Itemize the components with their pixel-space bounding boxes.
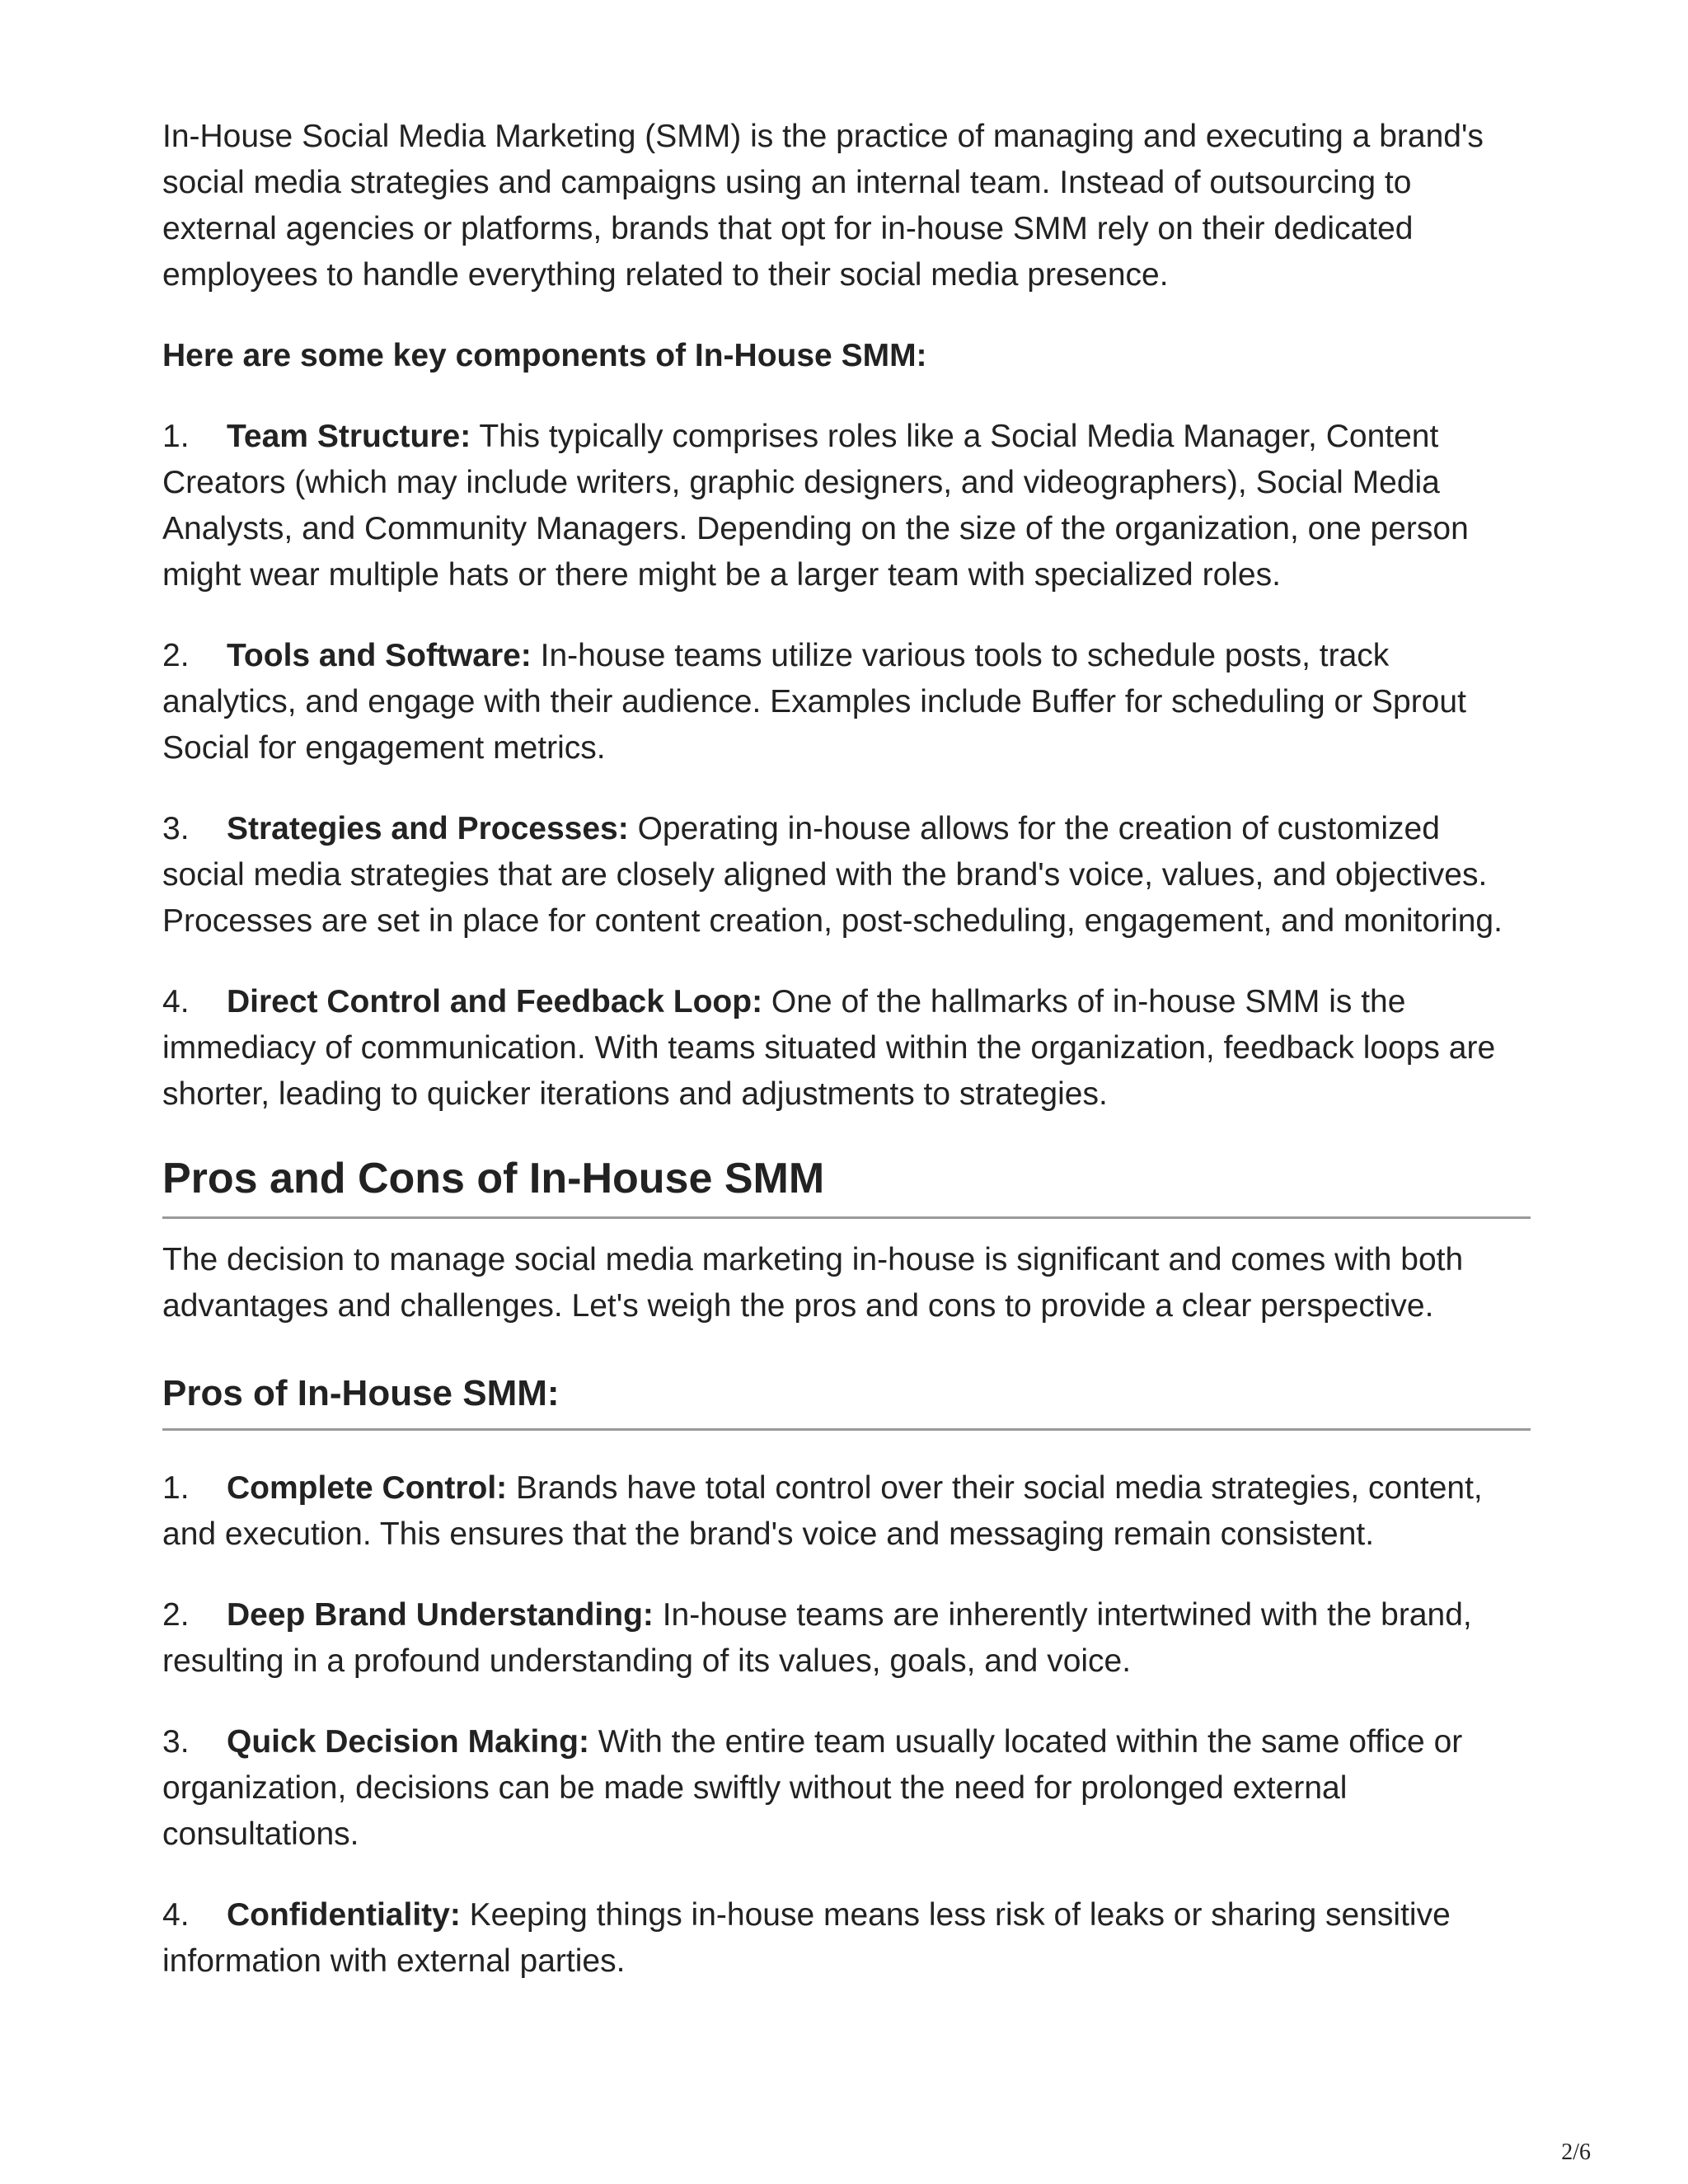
item-number: 2. [162, 1597, 190, 1633]
page-number: 2/6 [1561, 2139, 1591, 2165]
item-text: With the entire team usually located within the same office or organization, decisions can be made swiftly without the need for prolonged external consultations. [162, 1724, 1463, 1852]
item-number: 3. [162, 1724, 190, 1760]
item-title: Strategies and Processes: [227, 811, 629, 846]
item-number: 1. [162, 419, 190, 454]
component-item [162, 414, 1531, 598]
pros-cons-intro: The decision to manage social media marketing in-house is significant and comes with both advantages and challenges. Let's weigh the pros and cons to provide a clear perspective. [162, 1242, 1464, 1324]
item-number: 1. [162, 1470, 190, 1506]
intro-paragraph: In-House Social Media Marketing (SMM) is the practice of managing and executing a brand's social media strategies and campaigns using an internal team. Instead of outsourcing to external agencies or platforms, brands that opt for in-house SMM rely on their dedicated employees to handle everything related to their social media presence. [162, 119, 1484, 293]
pro-item [162, 1592, 1531, 1685]
item-title: Deep Brand Understanding: [227, 1597, 654, 1633]
item-text: Operating in-house allows for the creation of customized social media strategies that are closely aligned with the brand's voice, values, and objectives. Processes are set in place for content creation, post-scheduling, engagement, and monitoring. [162, 811, 1503, 939]
pro-item [162, 1719, 1531, 1858]
document-body [162, 114, 1531, 2019]
item-number: 3. [162, 811, 190, 846]
item-number: 4. [162, 984, 190, 1019]
component-item [162, 633, 1531, 771]
item-text: This typically comprises roles like a Social Media Manager, Content Creators (which may include writers, graphic designers, and videographers), Social Media Analysts, and Community Managers. Depending on the size of the organization, one person might wear multiple hats or there might be a larger team with specialized roles. [162, 419, 1469, 593]
item-title: Complete Control: [227, 1470, 508, 1506]
pros-cons-heading: Pros and Cons of In-House SMM [162, 1152, 1531, 1219]
item-text: In-house teams utilize various tools to schedule posts, track analytics, and engage with their audience. Examples include Buffer for scheduling or Sprout Social for engagement metrics. [162, 638, 1466, 766]
item-title: Quick Decision Making: [227, 1724, 589, 1760]
item-title: Confidentiality: [227, 1897, 461, 1933]
item-text: Keeping things in-house means less risk of leaks or sharing sensitive information with external parties. [162, 1897, 1451, 1979]
pro-item [162, 1892, 1531, 1985]
item-number: 4. [162, 1897, 190, 1933]
pros-heading: Pros of In-House SMM: [162, 1371, 1531, 1431]
item-text: In-house teams are inherently intertwined with the brand, resulting in a profound understanding of its values, goals, and voice. [162, 1597, 1472, 1679]
component-item [162, 806, 1531, 944]
item-title: Direct Control and Feedback Loop: [227, 984, 763, 1019]
pro-item [162, 1465, 1531, 1558]
item-text: One of the hallmarks of in-house SMM is the immediacy of communication. With teams situated within the organization, feedback loops are shorter, leading to quicker iterations and adjustments to strategies. [162, 984, 1496, 1112]
item-title: Team Structure: [227, 419, 471, 454]
item-text: Brands have total control over their social media strategies, content, and execution. This ensures that the brand's voice and messaging remain consistent. [162, 1470, 1483, 1552]
item-number: 2. [162, 638, 190, 673]
component-item [162, 979, 1531, 1118]
components-lead: Here are some key components of In-House SMM: [162, 338, 927, 373]
item-title: Tools and Software: [227, 638, 532, 673]
